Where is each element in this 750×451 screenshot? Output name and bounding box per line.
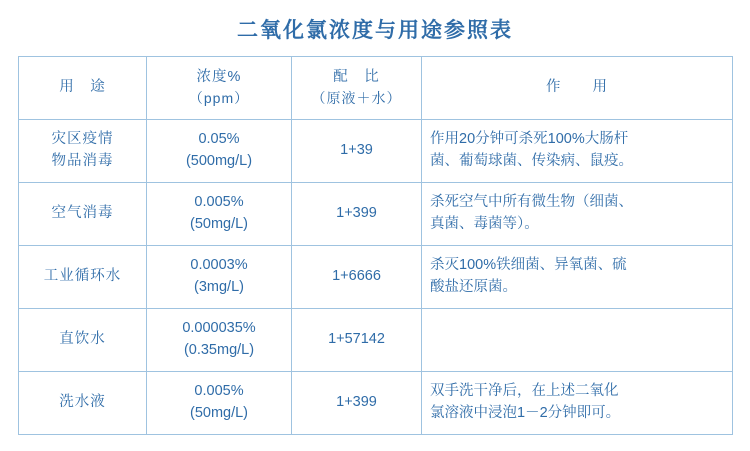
column-header-concentration-main: 浓度% [196,68,242,85]
cell-concentration-sub: (500mg/L) [185,153,253,169]
cell-ratio: 1+39 [292,120,422,183]
cell-use-line1: 灾区疫情 [51,131,114,148]
table-row [19,372,733,435]
cell-concentration-main: 0.005% [194,383,244,400]
cell-use-line1: 洗水液 [59,394,106,411]
table-body [19,120,733,435]
cell-concentration-sub: (0.35mg/L) [183,342,255,358]
cell-concentration [147,246,292,309]
cell-use [19,183,147,246]
cell-effect-line2: 氯溶液中浸泡1－2分钟即可。 [430,405,621,421]
cell-ratio: 1+399 [292,372,422,435]
cell-effect [422,246,733,309]
cell-concentration-main: 0.005% [194,194,244,211]
page-title: 二氧化氯浓度与用途参照表 [237,19,513,42]
cell-use [19,372,147,435]
cell-use [19,120,147,183]
cell-effect-line1: 杀死空气中所有微生物（细菌、 [430,194,633,211]
cell-effect-line1: 双手洗干净后，在上述二氧化 [430,383,619,400]
cell-concentration-main: 0.000035% [182,320,256,337]
cell-effect [422,183,733,246]
column-header-concentration-sub: （ppm） [188,90,250,107]
cell-ratio: 1+6666 [292,246,422,309]
cell-effect-line2: 菌、葡萄球菌、传染病、鼠疫。 [430,153,633,169]
column-header-ratio-main: 配 比 [333,68,380,85]
cell-effect [422,120,733,183]
cell-concentration [147,183,292,246]
cell-effect [422,309,733,372]
column-header-concentration [147,57,292,120]
cell-use-line1: 直饮水 [59,331,106,348]
column-header-ratio [292,57,422,120]
cell-effect-line1: 作用20分钟可杀死100%大肠杆 [430,131,629,148]
cell-ratio: 1+57142 [292,309,422,372]
cell-effect-line2: 真菌、毒菌等）。 [430,216,539,232]
cell-concentration-main: 0.0003% [190,257,248,274]
cell-use [19,246,147,309]
cell-use-line1: 空气消毒 [51,205,114,222]
cell-concentration-main: 0.05% [198,131,240,148]
column-header-effect: 作 用 [422,57,733,120]
table-header-row [19,57,733,120]
cell-concentration-sub: (50mg/L) [189,405,249,421]
cell-concentration [147,309,292,372]
cell-concentration [147,120,292,183]
cell-use [19,309,147,372]
column-header-use: 用 途 [19,57,147,120]
cell-concentration-sub: (50mg/L) [189,216,249,232]
concentration-usage-table [18,56,733,435]
table-row [19,246,733,309]
table-header [19,57,733,120]
cell-ratio: 1+399 [292,183,422,246]
column-header-ratio-sub: （原液＋水） [311,90,402,107]
cell-effect-line1: 杀灭100%铁细菌、异氧菌、硫 [430,257,627,274]
cell-concentration-sub: (3mg/L) [194,279,244,295]
cell-effect [422,372,733,435]
table-row [19,309,733,372]
cell-use-line2: 物品消毒 [51,153,114,169]
table-row [19,120,733,183]
cell-effect-line2: 酸盐还原菌。 [430,279,517,295]
cell-use-line1: 工业循环水 [43,268,122,285]
table-row [19,183,733,246]
cell-concentration [147,372,292,435]
